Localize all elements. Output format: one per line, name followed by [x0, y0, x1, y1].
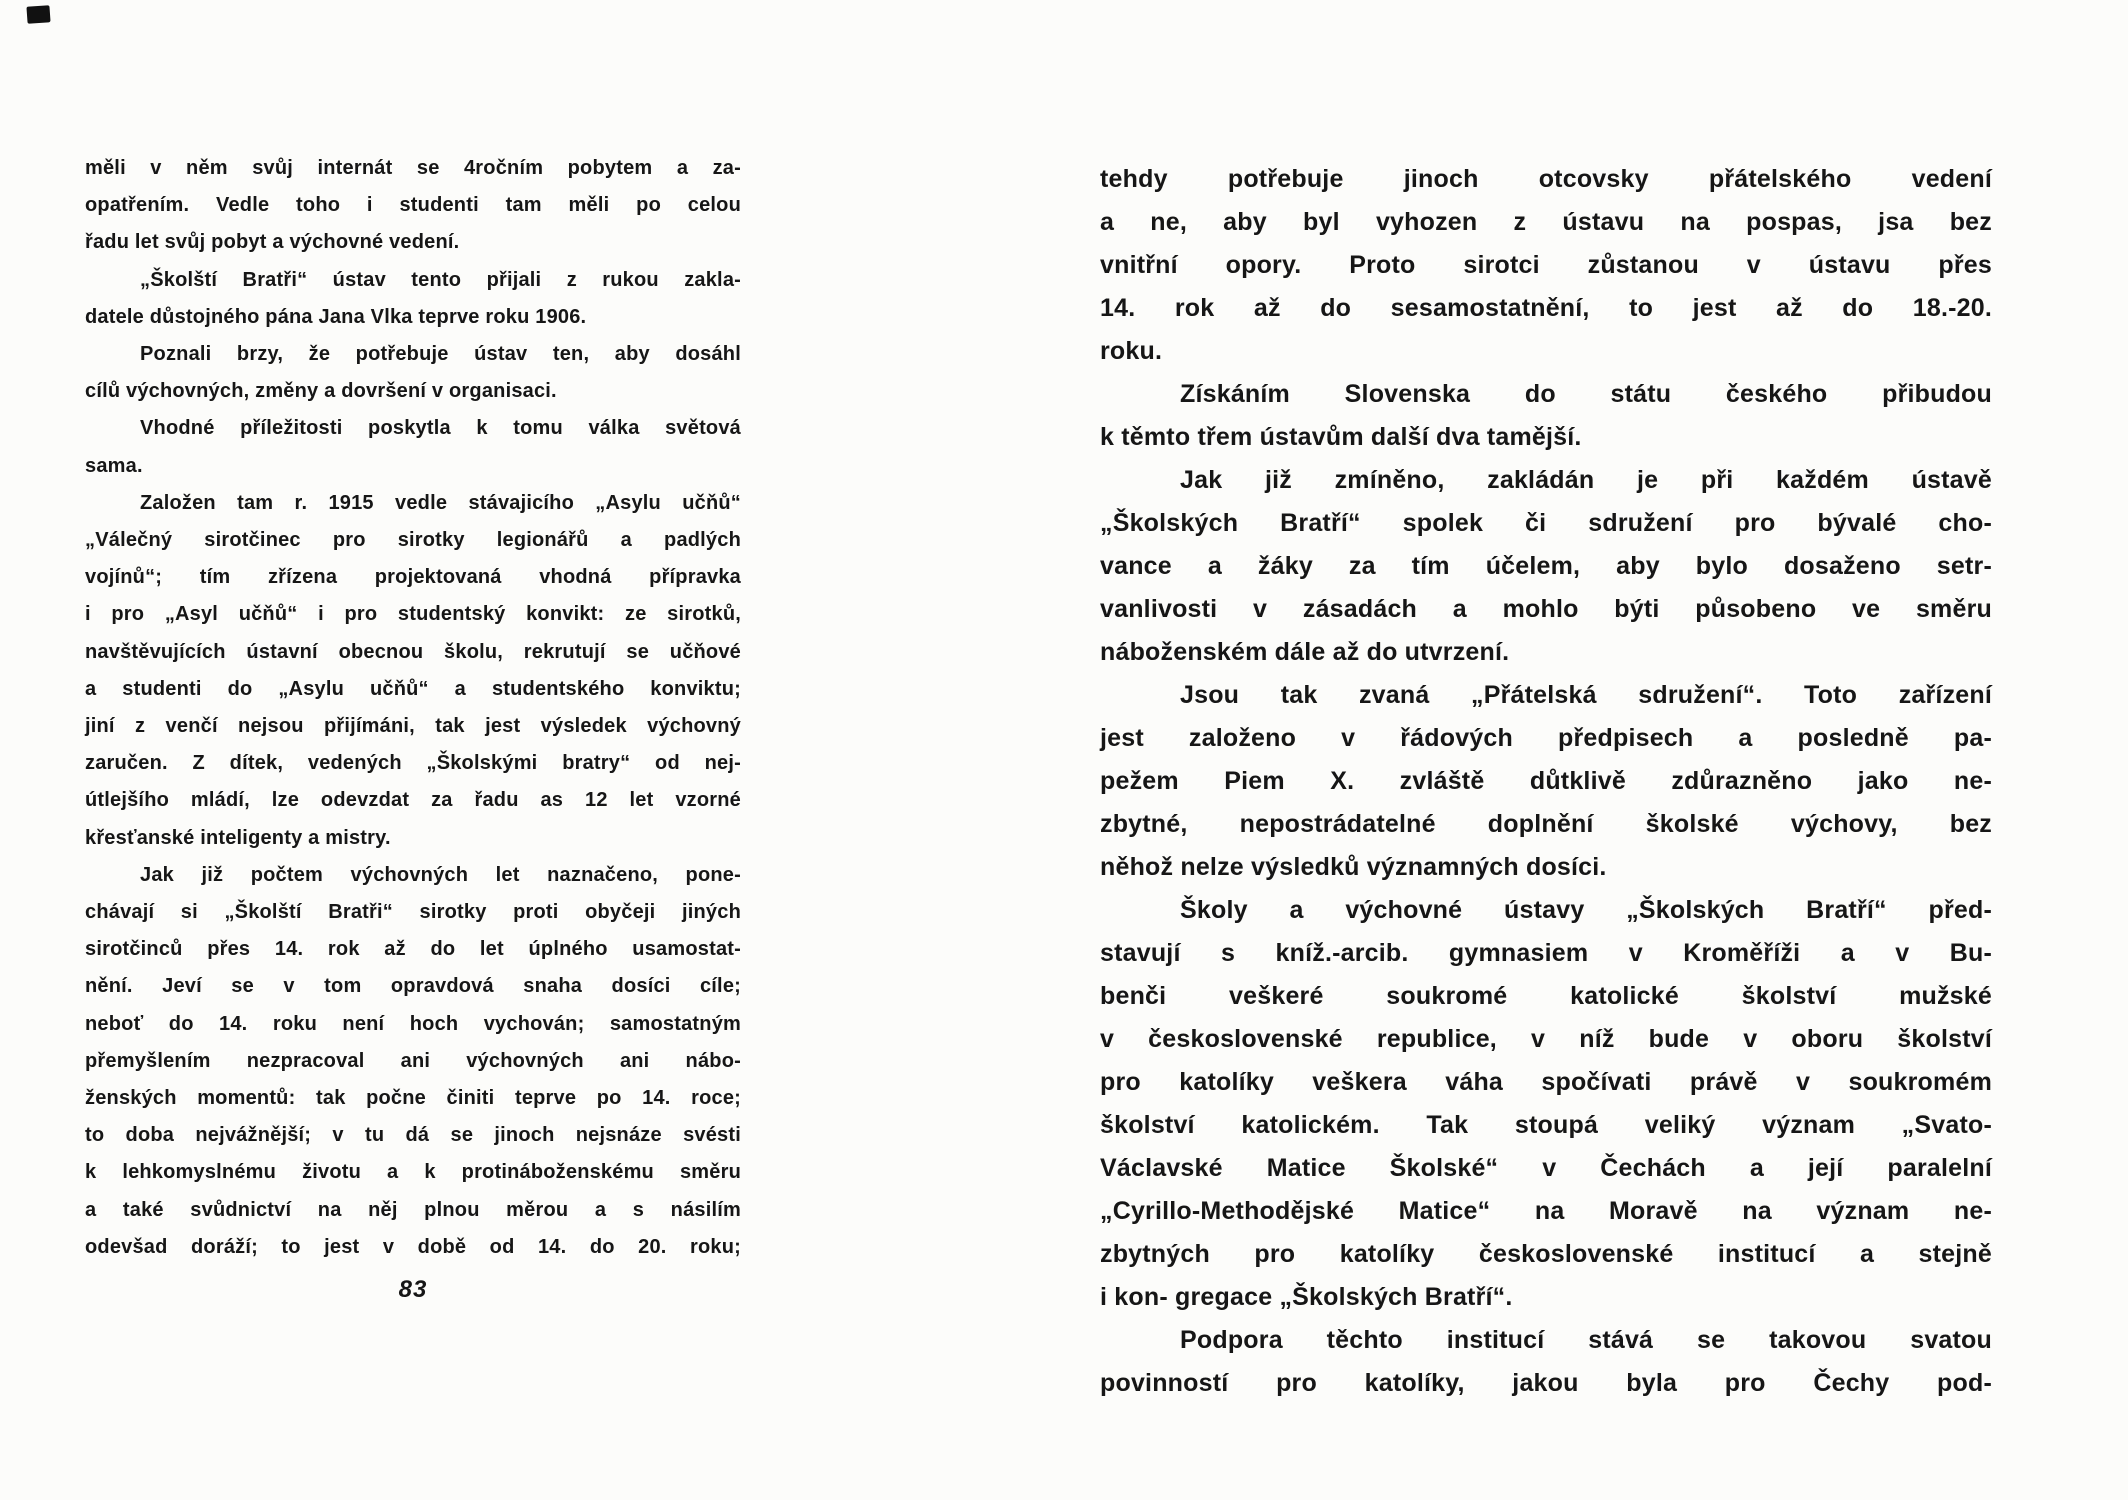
text-line: benči veškeré soukromé katolické školství mužské [1100, 982, 1992, 1010]
text-line: Školy a výchovné ústavy „Školských Bratří“ před- [1180, 896, 1992, 924]
text-line: zbytné, nepostrádatelné doplnění školské výchovy, bez [1100, 810, 1992, 838]
text-line: vojínů“; tím zřízena projektovaná vhodná přípravka [85, 566, 741, 589]
text-line: tehdy potřebuje jinoch otcovsky přátelského vedení [1100, 165, 1992, 193]
text-line: Václavské Matice Školské“ v Čechách a její paralelní [1100, 1154, 1992, 1182]
text-line: neboť do 14. roku není hoch vychován; samostatným [85, 1012, 741, 1035]
text-line: sama. [85, 454, 143, 477]
right-text-column [1100, 158, 1992, 1405]
text-line: řadu let svůj pobyt a výchovné vedení. [85, 231, 460, 254]
text-line: vnitřní opory. Proto sirotci zůstanou v ústavu přes [1100, 251, 1992, 279]
text-line: navštěvujících ústavní obecnou školu, rekrutují se učňové [85, 640, 741, 663]
text-line: ženských momentů: tak počne činiti teprve po 14. roce; [85, 1087, 741, 1110]
text-line: náboženském dále až do utvrzení. [1100, 638, 1510, 666]
text-line: školství katolickém. Tak stoupá veliký význam „Svato- [1100, 1111, 1992, 1139]
text-line: Získáním Slovenska do státu českého přibudou [1180, 380, 1992, 408]
text-line: 14. rok až do sesamostatnění, to jest až do 18.-20. [1100, 294, 1992, 322]
text-line: vance a žáky za tím účelem, aby bylo dosaženo setr- [1100, 552, 1992, 580]
text-line: k těmto třem ústavům další dva tamější. [1100, 423, 1582, 451]
text-line: a ne, aby byl vyhozen z ústavu na pospas, jsa bez [1100, 208, 1992, 236]
text-line: útlejšího mládí, lze odevzdat za řadu as 12 let vzorné [85, 789, 741, 812]
text-line: cílů výchovných, změny a dovršení v organisaci. [85, 380, 557, 403]
text-line: Jak již počtem výchovných let naznačeno, pone- [140, 863, 741, 886]
left-text-column [85, 150, 741, 1266]
text-line: Založen tam r. 1915 vedle stávajicího „Asylu učňů“ [140, 491, 741, 514]
text-line: „Školských Bratří“ spolek či sdružení pro bývalé cho- [1100, 509, 1992, 537]
text-line: jiní z venčí nejsou přijímáni, tak jest výsledek výchovný [85, 715, 741, 738]
text-line: „Cyrillo-Methodějské Matice“ na Moravě na význam ne- [1100, 1197, 1992, 1225]
text-line: opatřením. Vedle toho i studenti tam měli po celou [85, 194, 741, 217]
text-line: i kon- gregace „Školských Bratří“. [1100, 1283, 1513, 1311]
text-line: měli v něm svůj internát se 4ročním pobytem a za- [85, 157, 741, 179]
text-line: přemyšlením nezpracoval ani výchovných ani nábo- [85, 1049, 741, 1072]
text-line: pežem Piem X. zvláště důtklivě zdůrazněno jako ne- [1100, 767, 1992, 795]
text-line: jest založeno v řádových předpisech a posledně pa- [1100, 724, 1992, 752]
text-line: Vhodné příležitosti poskytla k tomu válka světová [140, 417, 741, 440]
text-line: v československé republice, v níž bude v oboru školství [1100, 1025, 1992, 1053]
text-line: stavují s kníž.-arcib. gymnasiem v Kroměříži a v Bu- [1100, 939, 1992, 967]
text-line: Jsou tak zvaná „Přátelská sdružení“. Toto zařízení [1180, 681, 1992, 709]
text-line: povinností pro katolíky, jakou byla pro Čechy pod- [1100, 1369, 1992, 1397]
text-line: Podpora těchto institucí stává se takovou svatou [1180, 1326, 1992, 1354]
text-line: zbytných pro katolíky československé institucí a stejně [1100, 1240, 1992, 1268]
text-line: zaručen. Z dítek, vedených „Školskými bratry“ od nej- [85, 752, 741, 775]
page-number: 83 [398, 1276, 428, 1303]
text-line: nění. Jeví se v tom opravdová snaha dosíci cíle; [85, 975, 741, 998]
text-line: a studenti do „Asylu učňů“ a studentského konviktu; [85, 677, 741, 700]
text-line: Jak již zmíněno, zakládán je při každém ústavě [1180, 466, 1992, 494]
text-line: chávají si „Školští Bratři“ sirotky proti obyčeji jiných [85, 901, 741, 924]
text-line: datele důstojného pána Jana Vlka teprve roku 1906. [85, 305, 587, 328]
text-line: něhož nelze výsledků významných dosíci. [1100, 853, 1607, 881]
text-line: křesťanské inteligenty a mistry. [85, 826, 391, 849]
text-line: to doba nejvážnější; v tu dá se jinoch nejsnáze svésti [85, 1124, 741, 1147]
text-line: „Válečný sirotčinec pro sirotky legionářů a padlých [85, 529, 741, 552]
text-line: k lehkomyslnému životu a k protináboženskému směru [85, 1161, 741, 1184]
text-line: Poznali brzy, že potřebuje ústav ten, aby dosáhl [140, 343, 741, 366]
text-line: a také svůdnictví na něj plnou měrou a s násilím [85, 1198, 741, 1221]
text-line: sirotčinců přes 14. rok až do let úplného usamostat- [85, 938, 741, 961]
text-line: odevšad doráží; to jest v době od 14. do 20. roku; [85, 1235, 741, 1258]
text-line: roku. [1100, 337, 1163, 365]
scan-artifact-mark [26, 5, 50, 24]
text-line: i pro „Asyl učňů“ i pro studentský konvikt: ze sirotků, [85, 603, 741, 626]
text-line: pro katolíky veškera váha spočívati právě v soukromém [1100, 1068, 1992, 1096]
text-line: „Školští Bratři“ ústav tento přijali z rukou zakla- [140, 268, 741, 291]
text-line: vanlivosti v zásadách a mohlo býti působeno ve směru [1100, 595, 1992, 623]
